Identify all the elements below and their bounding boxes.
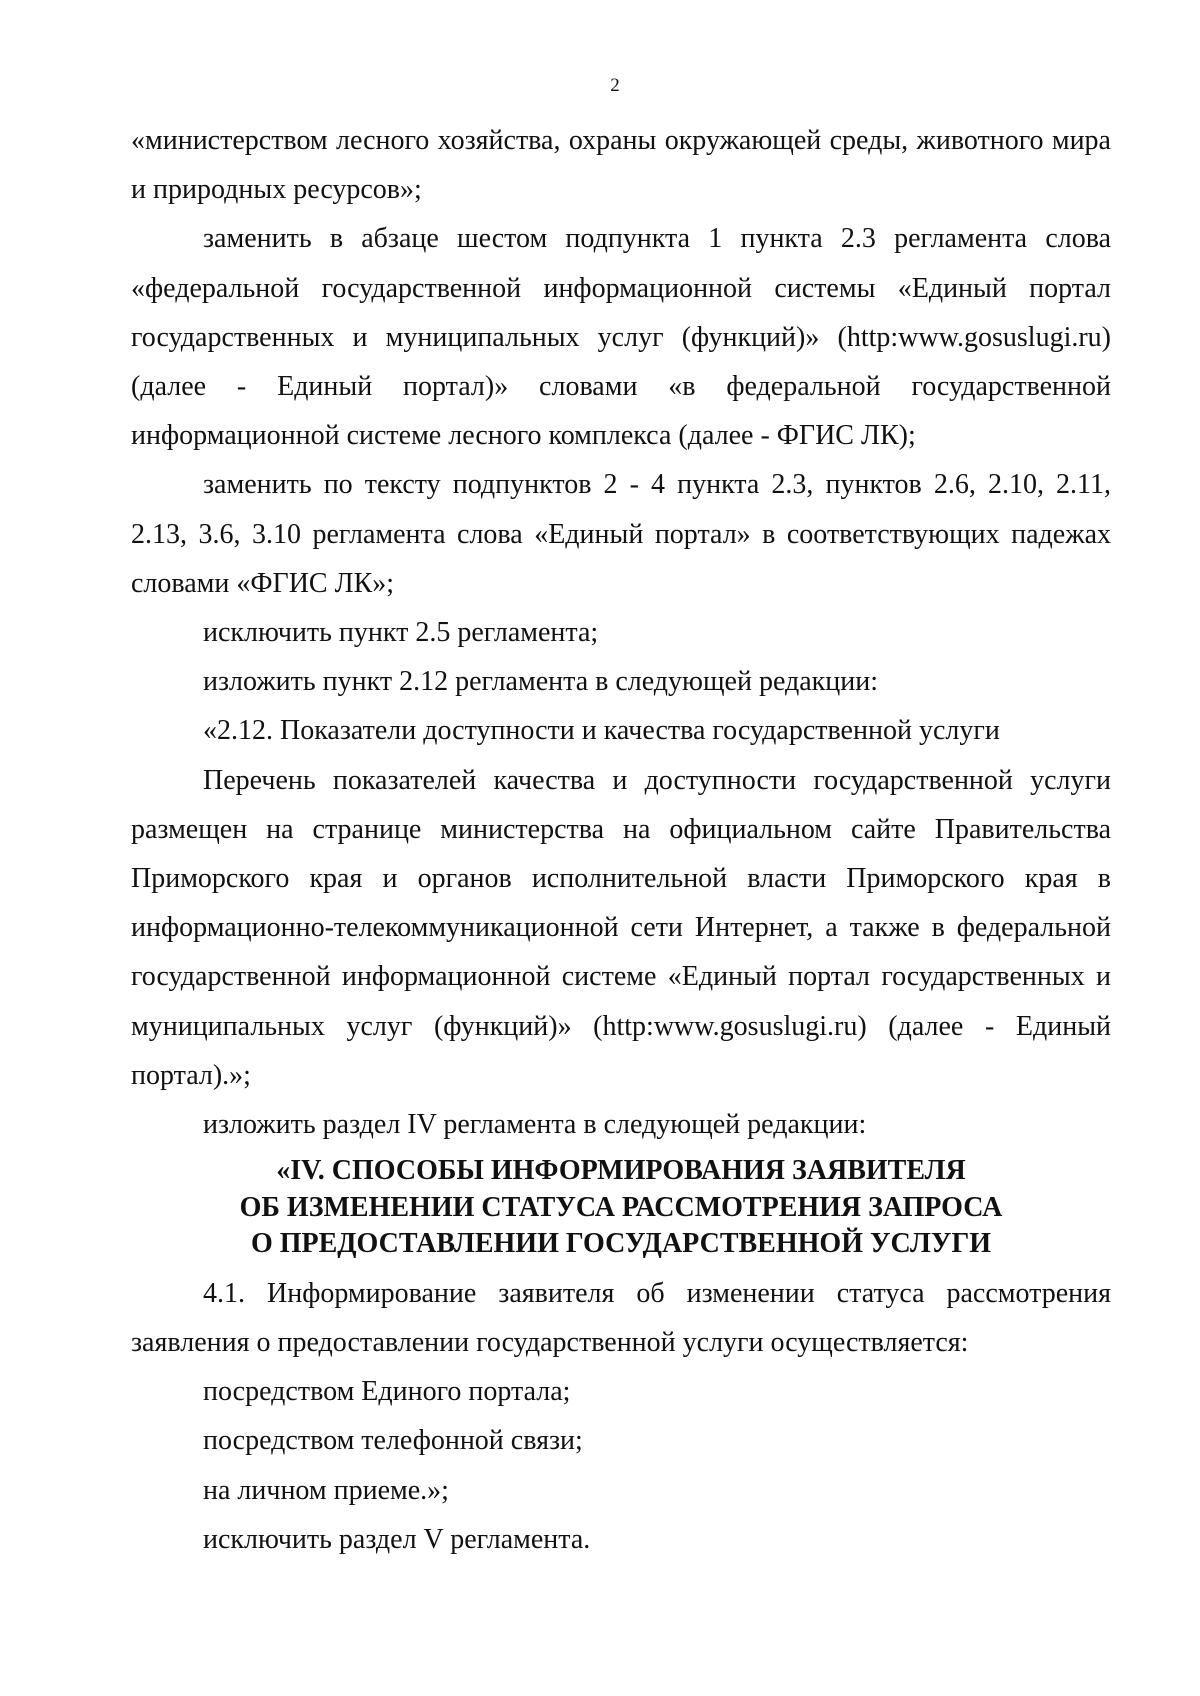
- paragraph-ministry-name: «министерством лесного хозяйства, охраны окружающей среды, животного мира и природных ресурсов»;: [131, 125, 1111, 206]
- paragraph-restate-2-12: изложить пункт 2.12 регламента в следующей редакции:: [203, 666, 879, 698]
- paragraph-2-12-title: «2.12. Показатели доступности и качества государственной услуги: [203, 715, 1000, 747]
- list-item-portal: посредством Единого портала;: [203, 1376, 571, 1408]
- list-item-personal-reception: на личном приеме.»;: [203, 1474, 449, 1506]
- paragraph-4-1: 4.1. Информирование заявителя об изменении статуса рассмотрения заявления о предоставлении государственной услуги осуществляется:: [131, 1277, 1111, 1358]
- paragraph-replace-portal-words: заменить в абзаце шестом подпункта 1 пункта 2.3 регламента слова «федеральной государственной информационной системы «Единый портал государственных и муниципальных услуг (функций)» (http:www.gosuslugi.ru) (далее - Единый портал)» словами «в федеральной государственной информационной системе лесного комплекса (далее - ФГИС ЛК);: [131, 223, 1111, 452]
- section-iv-heading: [131, 1153, 1111, 1263]
- section-heading-line-1: «IV. СПОСОБЫ ИНФОРМИРОВАНИЯ ЗАЯВИТЕЛЯ: [276, 1155, 966, 1187]
- paragraph-exclude-section-v: исключить раздел V регламента.: [203, 1523, 591, 1555]
- page-number: 2: [610, 75, 620, 96]
- paragraph-exclude-2-5: исключить пункт 2.5 регламента;: [203, 617, 599, 649]
- paragraph-replace-by-text: заменить по тексту подпунктов 2 - 4 пункта 2.3, пунктов 2.6, 2.10, 2.11, 2.13, 3.6, 3.10 регламента слова «Единый портал» в соответствующих падежах словами «ФГИС ЛК»;: [131, 469, 1111, 599]
- paragraph-indicators-list: Перечень показателей качества и доступности государственной услуги размещен на странице министерства на официальном сайте Правительства Приморского края и органов исполнительной власти Приморского края в информационно-телекоммуникационной сети Интернет, а также в федеральной государственной информационной системе «Единый портал государственных и муниципальных услуг (функций)» (http:www.gosuslugi.ru) (далее - Единый портал).»;: [131, 764, 1111, 1091]
- paragraph-restate-section-iv: изложить раздел IV регламента в следующей редакции:: [203, 1109, 867, 1141]
- document-body: [131, 116, 1111, 1564]
- list-item-phone: посредством телефонной связи;: [203, 1425, 583, 1457]
- section-heading-line-2: ОБ ИЗМЕНЕНИИ СТАТУСА РАССМОТРЕНИЯ ЗАПРОСА: [239, 1191, 1003, 1223]
- section-heading-line-3: О ПРЕДОСТАВЛЕНИИ ГОСУДАРСТВЕННОЙ УСЛУГИ: [250, 1228, 992, 1260]
